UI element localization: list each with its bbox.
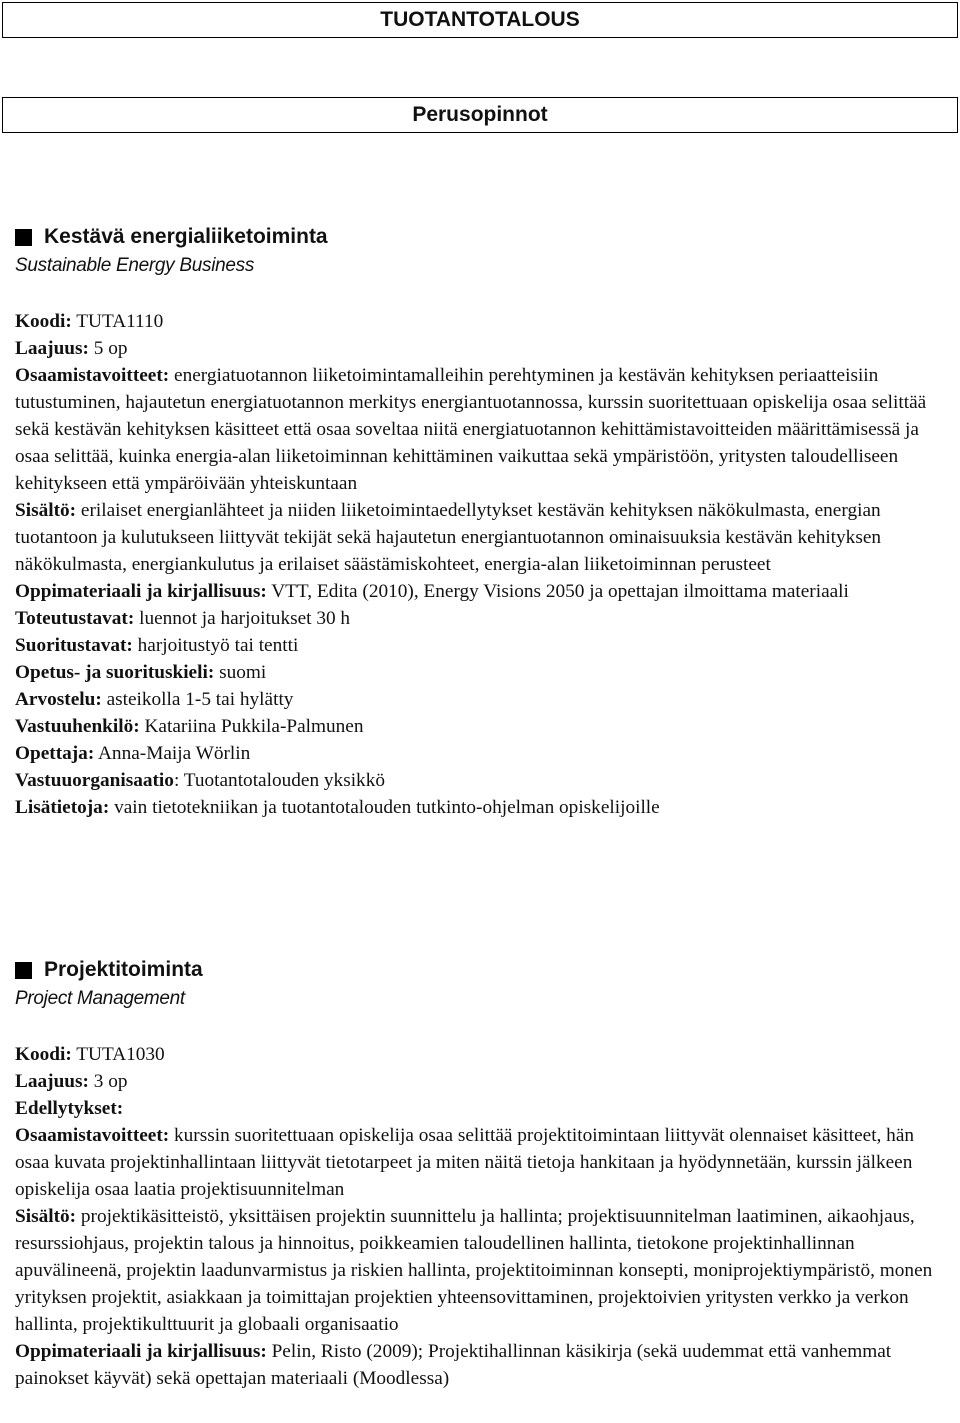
field-value: vain tietotekniikan ja tuotantotalouden tutkinto-ohjelman opiskelijoille — [109, 797, 660, 818]
field-value: harjoitustyö tai tentti — [132, 635, 299, 656]
field-learning-outcomes — [15, 1122, 950, 1203]
square-bullet-icon — [15, 962, 32, 979]
field-label: Suoritustavat: — [15, 635, 133, 656]
field-label: Vastuuorganisaatio — [15, 770, 174, 791]
field-value: kurssin suoritettuaan opiskelija osaa selittää projektitoimintaan liittyvät olennaiset käsitteet, hän osaa kuvata projektinhallintaan liittyvät tietotarpeet ja miten näitä tietoja hankitaan ja hyödynnetään, kurssin jälkeen opiskelija osaa laatia projektisuunnitelman — [15, 1125, 915, 1200]
field-code — [15, 308, 950, 335]
field-value: luennot ja harjoitukset 30 h — [134, 608, 351, 629]
field-label: Osaamistavoitteet: — [15, 365, 170, 386]
field-label: Koodi: — [15, 311, 72, 332]
field-materials — [15, 578, 950, 605]
field-language — [15, 659, 950, 686]
field-value: Anna-Maija Wörlin — [94, 743, 251, 764]
field-grading — [15, 686, 950, 713]
square-bullet-icon — [15, 229, 32, 246]
field-value: 3 op — [88, 1071, 128, 1092]
field-label: Koodi: — [15, 1044, 72, 1065]
page-title-box — [2, 2, 958, 38]
section-title: Perusopinnot — [412, 103, 548, 126]
course-name: Projektitoiminta — [44, 958, 203, 981]
field-credits — [15, 335, 950, 362]
field-value: TUTA1030 — [71, 1044, 165, 1065]
field-learning-outcomes — [15, 362, 950, 497]
field-completion — [15, 632, 950, 659]
course-heading — [15, 222, 950, 252]
course-name-english: Sustainable Energy Business — [15, 255, 255, 276]
field-content — [15, 497, 950, 578]
course-section — [15, 222, 950, 821]
field-value: : Tuotantotalouden yksikkö — [173, 770, 385, 791]
field-label: Lisätietoja: — [15, 797, 110, 818]
field-prerequisites — [15, 1095, 950, 1122]
section-title-box — [2, 97, 958, 133]
field-label: Toteutustavat: — [15, 608, 135, 629]
field-label: Sisältö: — [15, 500, 77, 521]
field-code — [15, 1041, 950, 1068]
course-name-english: Project Management — [15, 988, 185, 1009]
field-label: Arvostelu: — [15, 689, 102, 710]
field-label: Laajuus: — [15, 1071, 89, 1092]
field-value: Pelin, Risto (2009); Projektihallinnan käsikirja (sekä uudemmat että vanhemmat painokset käyvät) sekä opettajan materiaali (Moodlessa) — [15, 1341, 892, 1389]
field-additional-info — [15, 794, 950, 821]
field-value: erilaiset energianlähteet ja niiden liiketoimintaedellytykset kestävän kehityksen näkökulmasta, energian tuotantoon ja kulutukseen liittyvät tekijät sekä hajautetun energiantuotannon ominaisuuksia kestävän kehityksen näkökulmasta, energiankulutus ja erilaiset säästämiskohteet, energia-alan liiketoiminnan perusteet — [15, 500, 882, 575]
field-organisation — [15, 767, 950, 794]
field-label: Sisältö: — [15, 1206, 77, 1227]
field-value: asteikolla 1-5 tai hylätty — [101, 689, 294, 710]
field-label: Opettaja: — [15, 743, 95, 764]
field-value: 5 op — [88, 338, 128, 359]
field-value: Katariina Pukkila-Palmunen — [139, 716, 364, 737]
field-value: suomi — [214, 662, 267, 683]
field-label: Osaamistavoitteet: — [15, 1125, 170, 1146]
field-content — [15, 1203, 950, 1338]
field-materials — [15, 1338, 950, 1392]
course-section — [15, 955, 950, 1392]
course-name: Kestävä energialiiketoiminta — [44, 225, 328, 248]
field-label: Opetus- ja suorituskieli: — [15, 662, 215, 683]
field-value: VTT, Edita (2010), Energy Visions 2050 ja opettajan ilmoittama materiaali — [266, 581, 849, 602]
field-label: Laajuus: — [15, 338, 89, 359]
field-label: Edellytykset: — [15, 1098, 124, 1119]
field-label: Vastuuhenkilö: — [15, 716, 140, 737]
field-value: projektikäsitteistö, yksittäisen projektin suunnittelu ja hallinta; projektisuunnitelman laatiminen, aikaohjaus, resurssiohjaus, projektin talous ja hinnoitus, poikkeamien taloudellinen hallinta, tietokone projektinhallinnan apuvälineenä, projektin laadunvarmistus ja riskien hallinta, projektitoiminnan konsepti, moniprojektiympäristö, monen yrityksen projektit, asiakkaan ja toimittajan projektien yhteensovittaminen, projektoivien yritysten verkko ja verkon hallinta, projektikulttuurit ja globaali organisaatio — [15, 1206, 933, 1335]
field-value: energiatuotannon liiketoimintamalleihin perehtyminen ja kestävän kehityksen periaatteisiin tutustuminen, hajautetun energiatuotannon merkitys energiantuotannossa, kurssin suoritettuaan opiskelija osaa selittää sekä kestävän kehityksen käsitteet että osaa soveltaa niitä energiatuotannon kehittämistavoitteiden määrittämisessä ja osaa selittää, kuinka energia-alan liiketoiminnan kehittäminen vaikuttaa sekä ympäristöön, yritysten taloudelliseen kehitykseen että ympäröivään yhteiskuntaan — [15, 365, 927, 494]
course-details — [15, 308, 950, 821]
field-credits — [15, 1068, 950, 1095]
course-details — [15, 1041, 950, 1392]
field-teaching-methods — [15, 605, 950, 632]
page-title: TUOTANTOTALOUS — [380, 8, 580, 31]
field-teacher — [15, 740, 950, 767]
field-value: TUTA1110 — [71, 311, 164, 332]
field-label: Oppimateriaali ja kirjallisuus: — [15, 1341, 267, 1362]
field-label: Oppimateriaali ja kirjallisuus: — [15, 581, 267, 602]
course-heading — [15, 955, 950, 985]
field-responsible-person — [15, 713, 950, 740]
